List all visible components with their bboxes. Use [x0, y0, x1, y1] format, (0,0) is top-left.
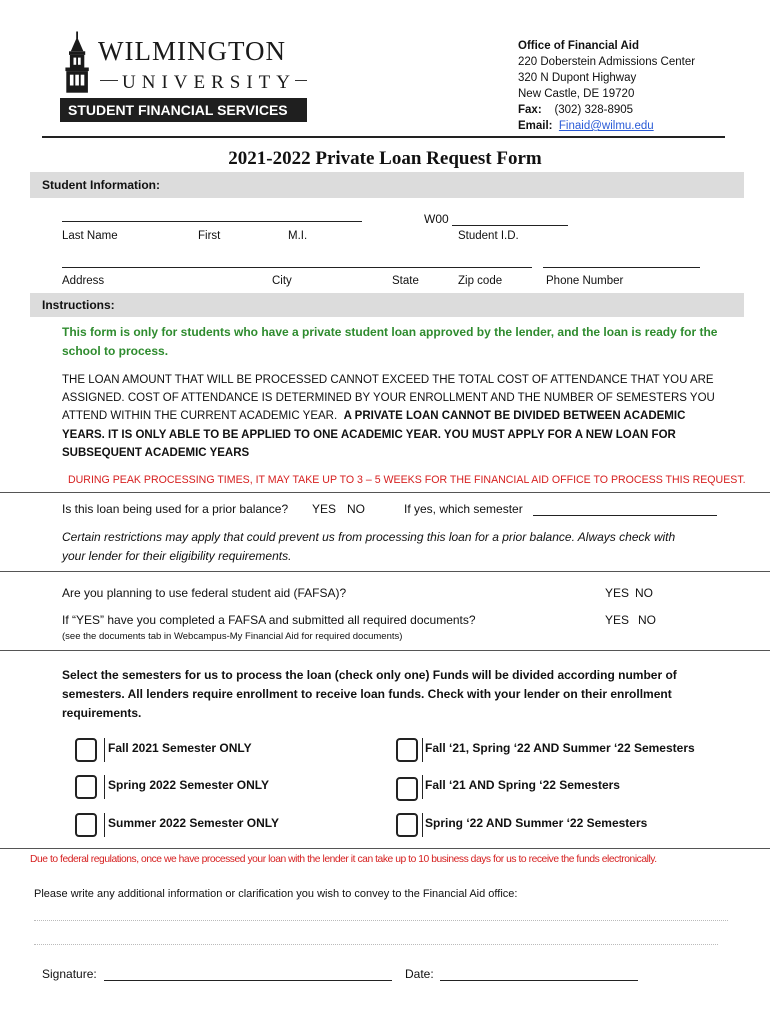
fax-value: (302) 328-8905: [554, 104, 634, 116]
eligibility-note-line: school to process.: [62, 344, 169, 358]
office-fax: [518, 102, 695, 118]
date-label: Date:: [405, 967, 434, 981]
form-title: 2021-2022 Private Loan Request Form: [228, 148, 542, 169]
wilmington-logo-tower-icon: [60, 28, 96, 98]
option-divider: [422, 738, 423, 762]
header-rule: [42, 136, 725, 138]
checkbox-summer-2022-only[interactable]: [75, 813, 97, 837]
prior-balance-no[interactable]: NO: [347, 502, 365, 516]
option-fall-spring: Fall ‘21 AND Spring ‘22 Semesters: [425, 778, 620, 792]
fafsa-yes[interactable]: YES: [605, 586, 630, 600]
prior-balance-yes[interactable]: YES: [312, 502, 337, 516]
instructions-line: YEARS. IT IS ONLY ABLE TO BE APPLIED TO ONE ACADEMIC YEAR. YOU MUST APPLY FOR A NEW LOAN FOR: [62, 428, 676, 441]
logo-divider: [295, 80, 307, 81]
peak-processing-warning: DURING PEAK PROCESSING TIMES, IT MAY TAKE UP TO 3 – 5 WEEKS FOR THE FINANCIAL AID OFFICE TO PROCESS THIS REQUEST.: [68, 474, 746, 486]
loan-amount-instructions: [62, 371, 742, 462]
option-divider: [422, 775, 423, 799]
logo-department-bar: STUDENT FINANCIAL SERVICES: [60, 98, 307, 122]
instructions-line: THE LOAN AMOUNT THAT WILL BE PROCESSED CANNOT EXCEED THE TOTAL COST OF ATTENDANCE THAT YOU ARE: [62, 374, 714, 386]
student-id-input-line[interactable]: [452, 225, 568, 226]
eligibility-note-line: This form is only for students who have a private student loan approved by the lender, and the loan is ready for the: [62, 325, 718, 339]
additional-info-prompt: Please write any additional information or clarification you wish to convey to the Financial Aid office:: [34, 888, 518, 900]
student-id-prefix: W00: [424, 212, 449, 226]
option-fall-2021-only: Fall 2021 Semester ONLY: [108, 741, 252, 755]
instructions-line: SUBSEQUENT ACADEMIC YEARS: [62, 446, 250, 459]
office-email: [518, 118, 695, 134]
section-rule: [0, 848, 770, 849]
section-rule: [0, 492, 770, 493]
federal-regulations-notice: Due to federal regulations, once we have processed your loan with the lender it can take up to 10 business days for us to receive the funds electronically.: [30, 854, 657, 865]
semester-intro-line: requirements.: [62, 706, 142, 720]
prior-balance-note-line: your lender for their eligibility requirements.: [62, 549, 292, 563]
checkbox-fall-spring[interactable]: [396, 777, 418, 801]
first-name-label: First: [198, 230, 221, 242]
office-name: Office of Financial Aid: [518, 40, 639, 52]
which-semester-input-line[interactable]: [533, 515, 717, 516]
state-label: State: [392, 275, 419, 287]
office-address-line: 220 Doberstein Admissions Center: [518, 56, 696, 68]
instructions-line: ASSIGNED. COST OF ATTENDANCE IS DETERMINED BY YOUR ENROLLMENT AND THE NUMBER OF SEMESTERS YOU: [62, 392, 715, 405]
fafsa-documents-note: (see the documents tab in Webcampus-My Financial Aid for required documents): [62, 631, 403, 642]
instructions-heading: Instructions:: [30, 293, 744, 317]
eligibility-note: [62, 323, 742, 361]
option-spring-2022-only: Spring 2022 Semester ONLY: [108, 778, 269, 792]
option-summer-2022-only: Summer 2022 Semester ONLY: [108, 816, 279, 830]
option-spring-summer: Spring ‘22 AND Summer ‘22 Semesters: [425, 816, 648, 830]
instructions-line-bold: A PRIVATE LOAN CANNOT BE DIVIDED BETWEEN ACADEMIC: [343, 410, 686, 423]
semester-intro-line: Select the semesters for us to process the loan (check only one) Funds will be divided according number of: [62, 668, 677, 682]
checkbox-spring-summer[interactable]: [396, 813, 418, 837]
phone-input-line[interactable]: [543, 267, 700, 268]
fafsa-question: Are you planning to use federal student aid (FAFSA)?: [62, 586, 347, 600]
fafsa-no[interactable]: NO: [635, 586, 653, 600]
instructions-line: [62, 407, 742, 425]
section-rule: [0, 571, 770, 572]
phone-label: Phone Number: [546, 275, 624, 287]
fafsa-completed-question: If “YES” have you completed a FAFSA and submitted all required documents?: [62, 613, 476, 627]
logo-divider: [100, 80, 118, 81]
email-link[interactable]: Finaid@wilmu.edu: [558, 120, 654, 132]
zip-label: Zip code: [458, 275, 503, 287]
prior-balance-note: [62, 528, 675, 566]
student-id-label: Student I.D.: [458, 230, 519, 242]
office-address-line: New Castle, DE 19720: [518, 88, 635, 100]
fafsa-completed-no[interactable]: NO: [638, 613, 656, 627]
checkbox-fall-spring-summer[interactable]: [396, 738, 418, 762]
fax-label: Fax:: [518, 104, 542, 116]
option-divider: [104, 738, 105, 762]
semester-selection-intro: [62, 666, 752, 723]
logo-wordmark-wilmington: WILMINGTON: [98, 36, 286, 66]
email-label: Email:: [518, 120, 553, 132]
office-address-line: 320 N Dupont Highway: [518, 72, 637, 84]
option-divider: [104, 813, 105, 837]
student-info-heading: Student Information:: [30, 172, 744, 198]
office-contact-block: [518, 38, 695, 134]
prior-balance-question: Is this loan being used for a prior balance?: [62, 502, 289, 516]
prior-balance-note-line: Certain restrictions may apply that could prevent us from processing this loan for a prior balance. Always check with: [62, 530, 676, 544]
fafsa-completed-yes[interactable]: YES: [605, 613, 630, 627]
semester-intro-line: semesters. All lenders require enrollment to receive loan funds. Check with your lender on their enrollment: [62, 687, 672, 701]
option-divider: [422, 813, 423, 837]
date-input-line[interactable]: [440, 980, 638, 981]
which-semester-question: If yes, which semester: [404, 502, 523, 516]
checkbox-fall-2021-only[interactable]: [75, 738, 97, 762]
city-label: City: [272, 275, 292, 287]
logo-wordmark-university: UNIVERSITY: [122, 72, 296, 93]
instructions-line-normal: ATTEND WITHIN THE CURRENT ACADEMIC YEAR.: [62, 410, 338, 423]
middle-initial-label: M.I.: [288, 230, 308, 242]
checkbox-spring-2022-only[interactable]: [75, 775, 97, 799]
signature-input-line[interactable]: [104, 980, 392, 981]
additional-info-input-line[interactable]: [34, 944, 718, 945]
section-rule: [0, 650, 770, 651]
address-label: Address: [62, 275, 105, 287]
additional-info-input-line[interactable]: [34, 920, 728, 921]
option-fall-spring-summer: Fall ‘21, Spring ‘22 AND Summer ‘22 Semesters: [425, 741, 695, 755]
address-input-line[interactable]: [62, 267, 532, 268]
signature-label: Signature:: [42, 967, 97, 981]
option-divider: [104, 775, 105, 799]
last-name-label: Last Name: [62, 230, 118, 242]
name-input-line[interactable]: [62, 221, 362, 222]
